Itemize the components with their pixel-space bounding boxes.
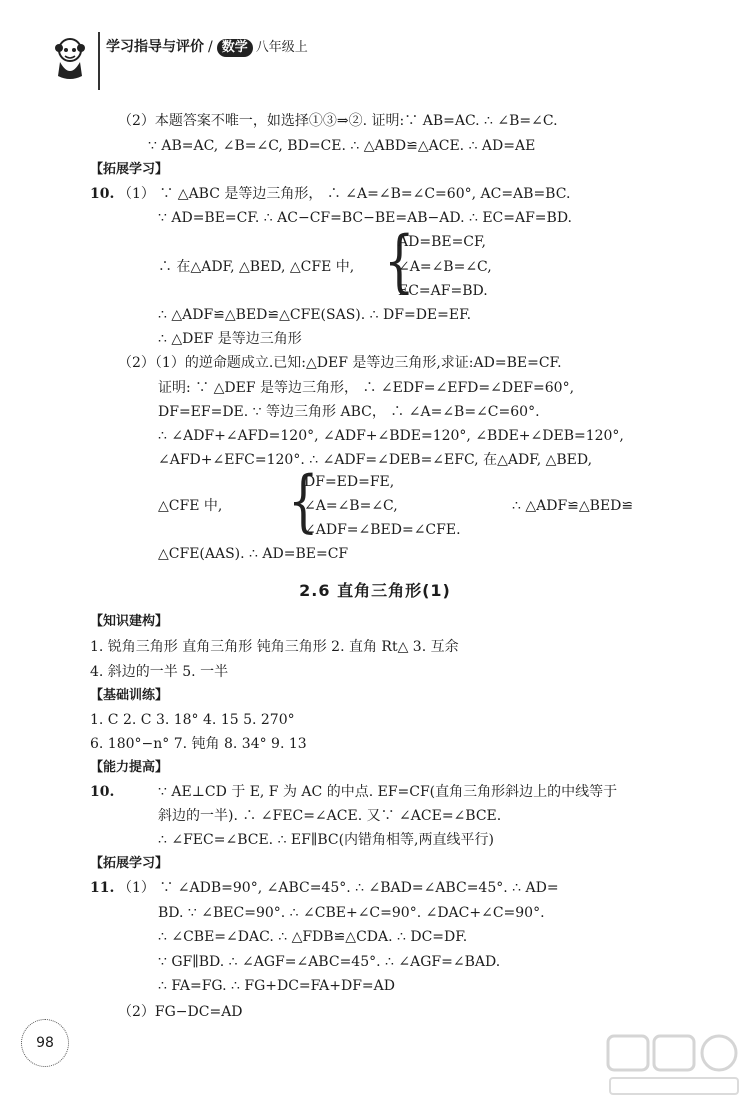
grade-label: 八年级上 xyxy=(255,40,308,55)
text-line: 斜边的一半). ∴ ∠FEC=∠ACE. 又∵ ∠ACE=∠BCE. xyxy=(158,808,502,824)
section-heading: 【拓展学习】 xyxy=(90,856,169,871)
page-header xyxy=(48,30,708,90)
header-title: 学习指导与评价 / 数学 八年级上 xyxy=(106,39,308,55)
monkey-mascot-icon xyxy=(52,36,88,80)
text-line: ∠AFD+∠EFC=120°. ∴ ∠ADF=∠DEB=∠EFC, 在△ADF, △BED, xyxy=(158,452,593,468)
left-brace: { xyxy=(384,222,415,301)
text-line: 证明: ∵ △DEF 是等边三角形， ∴ ∠EDF=∠EFD=∠DEF=60°, xyxy=(158,380,575,396)
text-line: （1） ∵ ∠ADB=90°, ∠ABC=45°. ∴ ∠BAD=∠ABC=45°. ∴ AD= xyxy=(118,880,559,896)
section-heading: 【知识建构】 xyxy=(90,614,169,629)
text-line: 4. 斜边的一半 5. 一半 xyxy=(90,664,229,680)
text-line: AD=BE=CF, xyxy=(398,234,486,250)
text-line: （2）FG−DC=AD xyxy=(118,1004,243,1020)
text-line: 1. C 2. C 3. 18° 4. 15 5. 270° xyxy=(90,712,295,728)
section-title: 2.6 直角三角形(1) xyxy=(299,581,451,600)
text-line: ∴ FA=FG. ∴ FG+DC=FA+DF=AD xyxy=(158,978,395,994)
text-line: ∵ AE⊥CD 于 E, F 为 AC 的中点. EF=CF(直角三角形斜边上的中线等于 xyxy=(158,784,618,800)
book-series: 学习指导与评价 xyxy=(106,39,204,55)
question-number: 11. xyxy=(90,880,115,896)
text-line: DF=ED=FE, xyxy=(304,474,395,490)
text-line: △CFE 中, xyxy=(158,498,223,514)
text-line: 6. 180°−n° 7. 钝角 8. 34° 9. 13 xyxy=(90,736,307,752)
text-line: EC=AF=BD. xyxy=(398,283,488,299)
text-line: ∵ GF∥BD. ∴ ∠AGF=∠ABC=45°. ∴ ∠AGF=∠BAD. xyxy=(158,954,501,970)
text-line: （2）本题答案不唯一，如选择①③⇒②. 证明:∵ AB=AC. ∴ ∠B=∠C. xyxy=(118,113,558,129)
question-number: 10. xyxy=(90,784,115,800)
text-line: ∴ 在△ADF, △BED, △CFE 中, xyxy=(158,259,355,275)
page-number: 98 xyxy=(21,1019,69,1067)
section-heading: 【基础训练】 xyxy=(90,688,169,703)
watermark-logo xyxy=(604,1030,744,1100)
text-line: △CFE(AAS). ∴ AD=BE=CF xyxy=(158,546,349,562)
text-line: ∴ △DEF 是等边三角形 xyxy=(158,331,302,347)
text-line: ∵ AB=AC, ∠B=∠C, BD=CE. ∴ △ABD≌△ACE. ∴ AD=AE xyxy=(148,138,536,154)
text-line: ∴ △ADF≌△BED≌ xyxy=(512,498,634,514)
subject-badge: 数学 xyxy=(217,39,253,57)
text-line: 1. 锐角三角形 直角三角形 钝角三角形 2. 直角 Rt△ 3. 互余 xyxy=(90,639,459,655)
text-line: ∴ △ADF≌△BED≌△CFE(SAS). ∴ DF=DE=EF. xyxy=(158,307,472,323)
question-number: 10. xyxy=(90,186,115,202)
text-line: ∠ADF=∠BED=∠CFE. xyxy=(304,522,461,538)
text-line: （2）（1）的逆命题成立.已知:△DEF 是等边三角形,求证:AD=BE=CF. xyxy=(118,355,562,371)
header-divider xyxy=(98,32,100,90)
text-line: ∴ ∠ADF+∠AFD=120°, ∠ADF+∠BDE=120°, ∠BDE+∠DEB=120°, xyxy=(158,428,624,444)
text-line: DF=EF=DE. ∵ 等边三角形 ABC， ∴ ∠A=∠B=∠C=60°. xyxy=(158,404,540,420)
text-line: ∴ ∠CBE=∠DAC. ∴ △FDB≌△CDA. ∴ DC=DF. xyxy=(158,929,468,945)
text-line: ∵ AD=BE=CF. ∴ AC−CF=BC−BE=AB−AD. ∴ EC=AF=BD. xyxy=(158,210,573,226)
text-line: ∠A=∠B=∠C, xyxy=(304,498,398,514)
section-heading: 【能力提高】 xyxy=(90,760,169,775)
text-line: ∴ ∠FEC=∠BCE. ∴ EF∥BC(内错角相等,两直线平行) xyxy=(158,832,494,848)
text-line: BD. ∵ ∠BEC=90°. ∴ ∠CBE+∠C=90°. ∠DAC+∠C=90°. xyxy=(158,905,545,921)
section-heading: 【拓展学习】 xyxy=(90,162,169,177)
text-line: （1） ∵ △ABC 是等边三角形， ∴ ∠A=∠B=∠C=60°, AC=AB=BC. xyxy=(118,186,571,202)
left-brace: { xyxy=(288,462,319,541)
text-line: ∠A=∠B=∠C, xyxy=(398,259,492,275)
